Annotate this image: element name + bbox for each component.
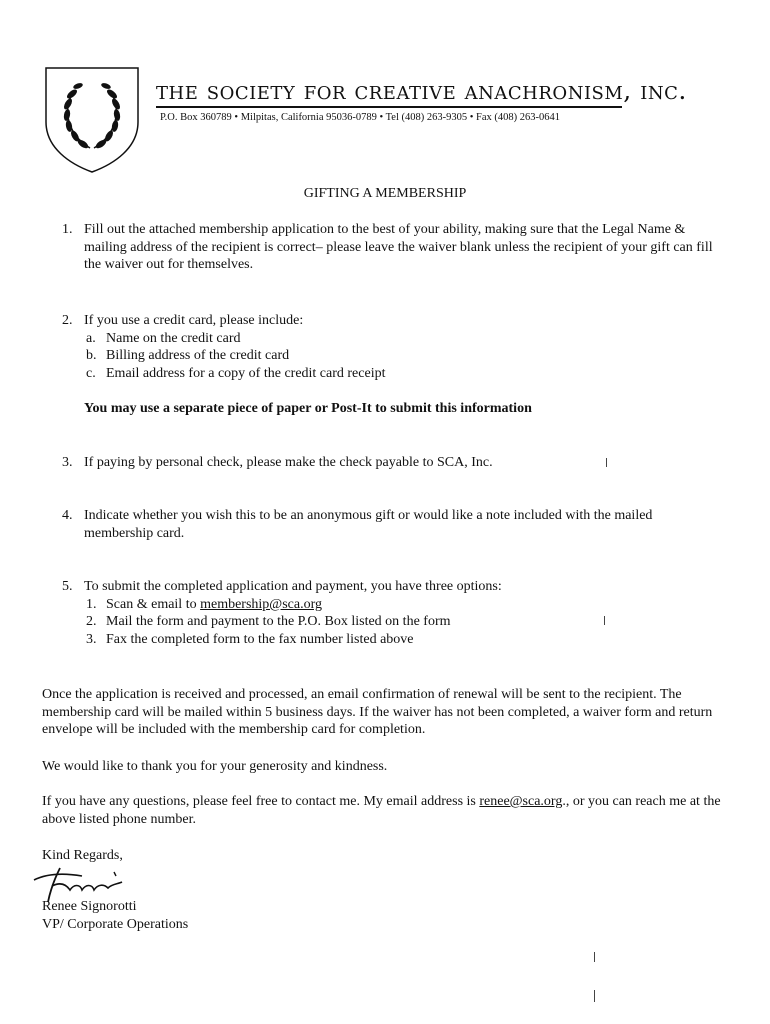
document-title: GIFTING A MEMBERSHIP [303, 186, 467, 201]
item-number: 1. [62, 222, 73, 237]
thanks-paragraph: We would like to thank you for your generosity and kindness. [42, 759, 388, 774]
item-text: Fill out the attached membership application to the best of your ability, making sure that the Legal Name & mailing address of the recipient is correct– please leave the waiver blank unless the recipient of your gift can fill the waiver out for themselves. [84, 222, 713, 272]
organization-address: P.O. Box 360789 • Milpitas, California 95036-0789 • Tel (408) 263-9305 • Fax (408) 263-0641 [160, 112, 561, 123]
scan-speck [606, 458, 607, 467]
bold-note: You may use a separate piece of paper or Post-It to submit this information [84, 401, 532, 416]
sublist [62, 330, 722, 383]
contact-email-link[interactable]: renee@sca.org [479, 794, 563, 809]
sublist-label: 2. [86, 614, 97, 629]
membership-email-link[interactable]: membership@sca.org [200, 596, 322, 612]
sca-crest-logo [42, 64, 142, 174]
sublist-text: Scan & email to [106, 596, 201, 612]
sublist-label: a. [86, 330, 96, 346]
item-number: 3. [62, 455, 73, 470]
list-item-3 [62, 454, 722, 472]
list-item-5 [62, 578, 722, 648]
scan-speck [594, 952, 595, 962]
letterhead-rule [156, 106, 622, 108]
list-item-1 [62, 221, 722, 274]
sublist [62, 596, 722, 649]
questions-text-end: ., or you can reach me at the above listed phone number. [42, 794, 721, 827]
questions-paragraph [42, 793, 732, 828]
questions-text: If you have any questions, please feel free to contact me. My email address is [42, 794, 480, 809]
sublist-label: 3. [86, 631, 97, 647]
sublist-text: Email address for a copy of the credit card receipt [106, 365, 386, 381]
sublist-text: Mail the form and payment to the P.O. Box listed on the form [106, 614, 451, 629]
item-number: 2. [62, 313, 73, 328]
salutation: Kind Regards, [42, 848, 123, 863]
sublist-text: Billing address of the credit card [106, 348, 290, 363]
sublist-label: c. [86, 365, 96, 381]
sublist-item [62, 330, 722, 348]
item-number: 5. [62, 579, 73, 594]
scan-speck [594, 990, 595, 1002]
item-text: Indicate whether you wish this to be an anonymous gift or would like a note included with the mailed membership card. [84, 508, 653, 541]
item-text: If paying by personal check, please make the check payable to SCA, Inc. [84, 455, 493, 470]
sublist-item [62, 365, 722, 383]
sublist-text: Name on the credit card [106, 330, 241, 346]
item-text: If you use a credit card, please include: [84, 313, 304, 328]
processing-paragraph: Once the application is received and processed, an email confirmation of renewal will be sent to the recipient. The membership card will be mailed within 5 business days. If the waiver has not been completed, a waiver form and return envelope will be included with the membership card for completion. [42, 687, 713, 737]
sublist-item [62, 631, 722, 649]
sublist-label: b. [86, 348, 97, 363]
list-item-4 [62, 507, 722, 542]
item-number: 4. [62, 508, 73, 523]
scan-speck [604, 616, 605, 625]
sublist-item [62, 613, 722, 631]
list-item-2 [62, 312, 722, 382]
item-text: To submit the completed application and payment, you have three options: [84, 579, 502, 594]
sublist-item [62, 596, 722, 614]
signer-position: VP/ Corporate Operations [42, 917, 189, 932]
organization-name: the society for creative anachronism, inc. [156, 76, 687, 105]
sublist-item [62, 347, 722, 365]
sublist-text: Fax the completed form to the fax number listed above [106, 631, 414, 647]
signer-name: Renee Signorotti [42, 899, 137, 914]
sublist-label: 1. [86, 596, 97, 612]
